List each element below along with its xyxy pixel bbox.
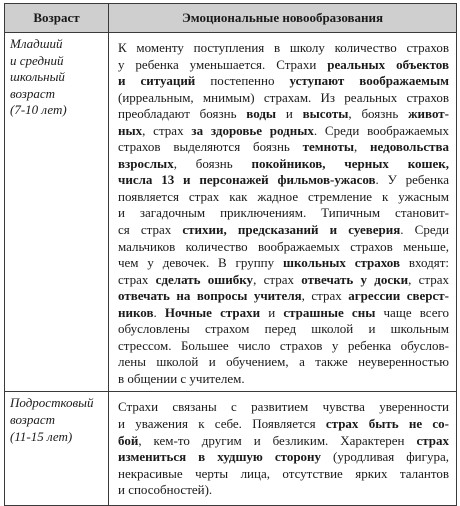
- text-line: [118, 222, 449, 239]
- bold-phrase: школьных страхов: [282, 255, 400, 271]
- age-line: Младший: [10, 36, 63, 51]
- text-line: [118, 73, 449, 90]
- text-line: [118, 288, 449, 305]
- bold-phrase: живот-: [408, 106, 449, 122]
- text-line: [118, 399, 449, 416]
- text-run: . Среди воображаемых: [313, 122, 449, 138]
- fears-table: [4, 3, 457, 506]
- text-run: (уродливая фигура,: [321, 449, 449, 465]
- bold-phrase: высоты: [302, 106, 349, 122]
- age-line: и средний: [10, 52, 64, 68]
- text-line: [118, 321, 449, 338]
- text-run: , страх: [253, 271, 302, 287]
- text-run: стрессом. Большее число страхов у ребенка обуслов-: [118, 337, 449, 353]
- text-line: [118, 338, 449, 355]
- bold-phrase: Ночные страхи: [164, 304, 261, 320]
- text-line: [118, 205, 449, 222]
- age-line: Подростковый: [10, 395, 94, 411]
- text-line: [118, 433, 449, 450]
- description-cell-teen: [109, 392, 457, 505]
- text-run: ,: [354, 139, 371, 155]
- age-line: (11-15 лет): [10, 428, 73, 444]
- text-run: , боязнь: [348, 106, 409, 122]
- text-run: обусловлены страхом перед школой и школьным: [118, 321, 449, 337]
- text-run: чаще всего: [375, 304, 450, 320]
- text-line: [118, 123, 449, 140]
- text-run: страхов выделяются боязнь: [118, 139, 303, 155]
- text-run: появляется страх как жадное стремление к ужасным: [118, 188, 449, 204]
- age-line: школьный: [10, 69, 65, 85]
- text-run: и: [260, 304, 284, 320]
- text-run: преобладают боязнь: [118, 106, 247, 122]
- text-run: мальчиков количество воображаемых страхов меньше,: [118, 238, 449, 254]
- age-line: (7-10 лет): [10, 102, 67, 118]
- text-line: [118, 354, 449, 371]
- bold-phrase: отвечать у доски: [301, 271, 409, 287]
- age-cell-junior: [5, 33, 109, 392]
- bold-phrase: сделать ошибку: [155, 271, 254, 287]
- text-run: (ирреальным, мнимым) страхам. Из реальных страхов: [118, 89, 449, 105]
- description-cell-junior: [109, 33, 457, 392]
- bold-phrase: стихии, предсказаний и суеверия: [182, 222, 401, 238]
- bold-phrase: бой: [118, 432, 139, 448]
- text-line: [118, 466, 449, 483]
- text-run: , кем-то другим и безликим. Характерен: [138, 432, 417, 448]
- text-line: [118, 57, 449, 74]
- text-line: [118, 106, 449, 123]
- bold-phrase: измениться в худшую сторону: [118, 449, 322, 465]
- text-run: и способностей).: [118, 482, 213, 498]
- text-line: [118, 40, 449, 57]
- age-line: возраст: [10, 412, 56, 428]
- bold-phrase: страх быть не со-: [325, 416, 449, 432]
- text-line: [118, 272, 449, 289]
- text-run: , боязнь: [173, 155, 252, 171]
- bold-phrase: темноты: [302, 139, 354, 155]
- text-run: ся страх: [118, 222, 183, 238]
- header-row: [5, 4, 457, 33]
- text-run: К моменту поступления в школу количество страхов: [118, 40, 449, 55]
- table-row: [5, 33, 457, 392]
- text-run: входят:: [400, 255, 449, 271]
- bold-phrase: реальных объектов: [327, 56, 449, 72]
- bold-phrase: числа 13 и персонажей фильмов-ужасов: [118, 172, 376, 188]
- age-line: возраст: [10, 85, 56, 101]
- text-run: .: [153, 304, 165, 320]
- text-run: некрасивые черты лица, отсутствие ярких талантов: [118, 465, 449, 481]
- bold-phrase: и ситуаций: [118, 73, 196, 89]
- header-age: Возраст: [5, 4, 109, 33]
- text-run: . Среди: [400, 222, 449, 238]
- text-line: [118, 90, 449, 107]
- text-run: и: [276, 106, 303, 122]
- bold-phrase: агрессии сверст-: [348, 288, 449, 304]
- text-line: [118, 172, 449, 189]
- header-emotions: Эмоциональные новообразования: [109, 4, 457, 33]
- text-run: лены школой и обучением, а также неуверенностью: [118, 354, 449, 370]
- text-run: , страх: [301, 288, 349, 304]
- text-line: [118, 482, 449, 499]
- bold-phrase: страшные сны: [283, 304, 376, 320]
- text-line: [118, 305, 449, 322]
- text-run: чем у девочек. В группу: [118, 255, 283, 271]
- text-line: [118, 156, 449, 173]
- bold-phrase: за здоровье родных: [191, 122, 314, 138]
- text-run: в общении с учителем.: [118, 370, 245, 386]
- bold-phrase: воды: [246, 106, 277, 122]
- text-run: , страх: [142, 122, 192, 138]
- bold-phrase: недовольства: [370, 139, 449, 155]
- text-run: страх: [118, 271, 156, 287]
- bold-phrase: уступают воображаемым: [289, 73, 449, 89]
- text-line: [118, 189, 449, 206]
- text-run: и уважения к себе. Появляется: [118, 416, 326, 432]
- text-line: [118, 416, 449, 433]
- text-line: [118, 371, 449, 388]
- bold-phrase: покойников, черных кошек,: [251, 155, 449, 171]
- text-run: . У ребенка: [375, 172, 449, 188]
- bold-phrase: ников: [118, 304, 154, 320]
- text-line: [118, 449, 449, 466]
- text-line: [118, 139, 449, 156]
- table-row: [5, 392, 457, 505]
- bold-phrase: ных: [118, 122, 143, 138]
- text-line: [118, 255, 449, 272]
- text-run: Страхи связаны с развитием чувства уверенности: [118, 399, 449, 415]
- age-cell-teen: [5, 392, 109, 505]
- text-run: у ребенка уменьшается. Страхи: [118, 56, 328, 72]
- text-run: и загадочным приключениям. Типичным становит-: [118, 205, 449, 221]
- bold-phrase: страх: [416, 432, 449, 448]
- bold-phrase: отвечать на вопросы учителя: [118, 288, 302, 304]
- text-line: [118, 239, 449, 256]
- text-run: постепенно: [195, 73, 290, 89]
- text-run: , страх: [408, 271, 450, 287]
- bold-phrase: взрослых: [118, 155, 174, 171]
